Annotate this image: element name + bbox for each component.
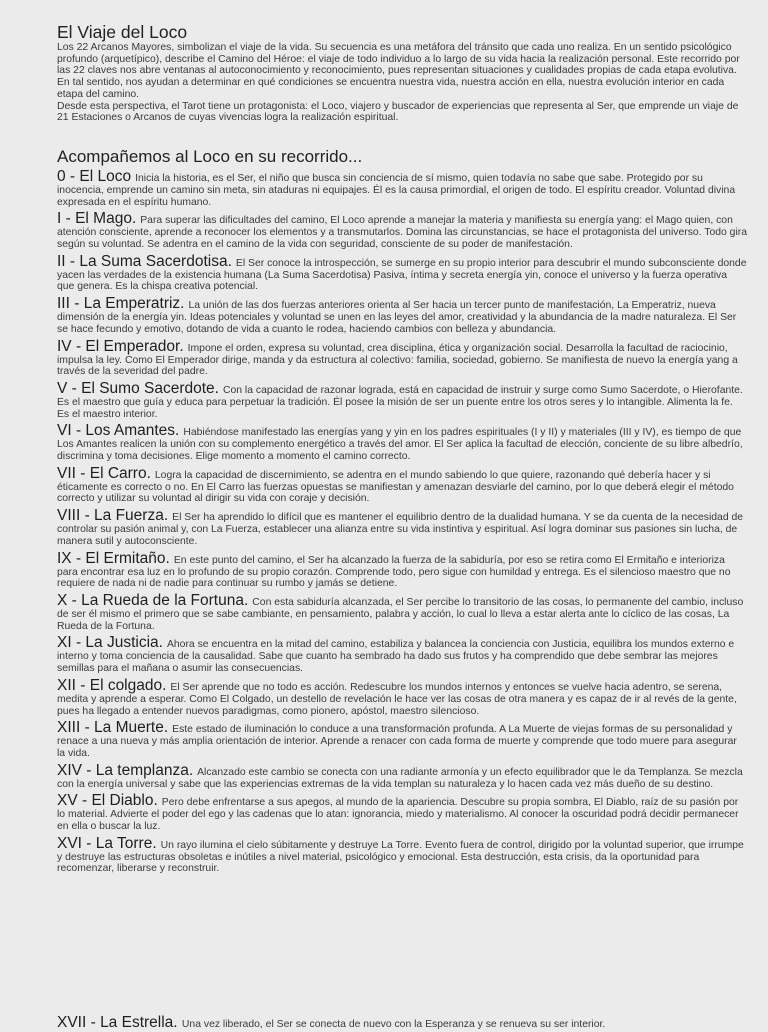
arcana-description: Impone el orden, expresa su voluntad, crea disciplina, ética y organización social. Desarrolla la facultad de raciocinio, impulsa la ley. Como El Emperador dirige, manda y da estructura al colectivo: familia, sociedad, gobierno. Se manifiesta de nuevo la energía yang a través de la severidad del padre. <box>57 342 738 378</box>
arcana-name: XII - El colgado. <box>57 676 167 694</box>
arcana-description: Inicia la historia, es el Ser, el niño que busca sin conciencia de sí mismo, quien todavía no sabe que sabe. Protegido por su inocencia, emprende un camino sin meta, sin ataduras ni equipajes. Él es la causa primordial, el origen de todo. El espíritu creador. Voluntad divina expresada en el espíritu humano. <box>57 172 736 208</box>
arcana-name: I - El Mago. <box>57 210 137 228</box>
arcana-name: XV - El Diablo. <box>57 792 158 810</box>
arcana-entry <box>57 296 747 335</box>
arcana-description: Alcanzado este cambio se conecta con una radiante armonía y un efecto equilibrador que le da Templanza. Se mezcla con la energía universal y sabe que las experiencias extremas de la vida templan su naturaleza y lo hacen cada vez más dueño de su destino. <box>57 766 743 790</box>
arcana-name: VII - El Carro. <box>57 464 151 482</box>
arcana-entry <box>57 254 747 293</box>
intro-paragraph-2: Desde esta perspectiva, el Tarot tiene un protagonista: el Loco, viajero y buscador de experiencias que representa al Ser, que emprende un viaje de 21 Estaciones o Arcanos de cuyas vivencias logra la realización espiritual. <box>57 100 739 124</box>
document-page <box>57 22 747 878</box>
arcana-name: 0 - El Loco <box>57 167 132 185</box>
arcana-name: II - La Suma Sacerdotisa. <box>57 252 232 270</box>
arcana-name: IV - El Emperador. <box>57 337 184 355</box>
arcana-entry <box>57 593 747 632</box>
arcana-description: La unión de las dos fuerzas anteriores orienta al Ser hacia un tercer punto de manifestación, La Emperatriz, nueva dimensión de la energía yin. Ideas potenciales y voluntad se unen en las leyes del amor, creatividad y la abundancia de la madre naturaleza. El Ser se hace fecundo y emotivo, dotando de vida a cuanto le rodea, haciendo cambios con belleza y abundancia. <box>57 300 737 335</box>
arcana-name: XVII - La Estrella. <box>57 1014 178 1031</box>
arcana-name: XVI - La Torre. <box>57 834 157 852</box>
arcana-description: En este punto del camino, el Ser ha alcanzado la fuerza de la sabiduría, por eso se retira como El Ermitaño e interioriza para encontrar esa luz en lo profundo de su propio corazón. Comprende todo, pero sigue con humildad y entrega. Es el silencioso maestro que no requiere de nada ni de nadie para continuar su rumbo y jamás se detiene. <box>57 554 731 590</box>
arcana-entry <box>57 551 747 590</box>
arcana-name: IX - El Ermitaño. <box>57 549 170 567</box>
arcana-entry <box>57 508 747 547</box>
arcana-description: Logra la capacidad de discernimiento, se adentra en el mundo sabiendo lo que quiere, razonando qué debería hacer y si éticamente es correcto o no. En El Carro las fuerzas opuestas se manifiestan y amenazan desviarle del camino, por lo que deberá elegir el método correcto y utilizar su voluntad al dirigir su vida con coraje y decisión. <box>57 469 734 505</box>
section-subtitle: Acompañemos al Loco en su recorrido... <box>57 146 363 166</box>
arcana-name: XIV - La templanza. <box>57 761 194 779</box>
arcana-description: Con esta sabiduría alcanzada, el Ser percibe lo transitorio de las cosas, lo permanente del cambio, incluso de ser él mismo el primero que se sabe cambiante, en pensamiento, palabra y acción, lo cual lo lleva a estar alerta ante lo cíclico de las cosas, La Rueda de la Fortuna. <box>57 596 744 632</box>
arcana-entry <box>57 466 747 505</box>
arcana-entry <box>57 381 747 420</box>
arcana-list <box>57 169 747 875</box>
arcana-name: VIII - La Fuerza. <box>57 507 169 525</box>
arcana-entry <box>57 793 747 832</box>
arcana-name: XI - La Justicia. <box>57 634 163 652</box>
arcana-description: Habiéndose manifestado las energías yang y yin en los padres espirituales (I y II) y materiales (III y IV), es tiempo de que Los Amantes realicen la unión con su complemento energético a través del amor. El Ser aplica la facultad de elección, conciente de su libre albedrío, discrimina y toma decisiones. Elige momento a momento el camino correcto. <box>57 427 743 463</box>
arcana-description: Para superar las dificultades del camino, El Loco aprende a manejar la materia y manifiesta su energía yang: el Mago quien, con atención consciente, aprende a reconocer los elementos y a transmutarlos. Domina las circunstancias, se hace el protagonista del universo. Todo gira según su voluntad. Se adentra en el camino de la vida con seguridad, consciente de su poder de manifestación. <box>57 215 748 251</box>
arcana-description: Este estado de iluminación lo conduce a una transformación profunda. A La Muerte de viejas formas de su personalidad y renace a una nueva y más amplia orientación de interior. Aprende a renacer con cada forma de muerte y comprende que todo muere para asegurar la vida. <box>57 724 737 759</box>
arcana-description: Un rayo ilumina el cielo súbitamente y destruye La Torre. Evento fuera de control, dirigido por la voluntad superior, que irrumpe y destruye las estructuras obsoletas e inútiles a nivel material, psicológico y emocional. Esta destrucción, esta crisis, da la oportunidad para recomenzar, liberarse y reconstruir. <box>57 839 744 875</box>
arcana-description: Ahora se encuentra en la mitad del camino, estabiliza y balancea la conciencia con Justicia, equilibra los mundos externo e interno y toma conciencia de la causalidad. Sabe que cuanto ha sembrado ha dado sus frutos y ha comprendido que debe sembrar las mejores semillas para el mañana o asumir las consecuencias. <box>57 639 735 675</box>
page-title: El Viaje del Loco <box>57 22 188 42</box>
arcana-name: X - La Rueda de la Fortuna. <box>57 591 249 609</box>
intro-paragraph-1: Los 22 Arcanos Mayores, simbolizan el viaje de la vida. Su secuencia es una metáfora del tránsito que cada uno realiza. En un sentido psicológico profundo (arquetípico), describe el Camino del Héroe: el viaje de todo individuo a lo largo de su vida hacia la realización personal. Este recorrido por las 22 claves nos abre ventanas al autoconocimiento y reconocimiento, pues representan situaciones y cualidades propias de cada etapa evolutiva. En tal sentido, nos ayudan a determinar en qué condiciones se encuentra nuestra vida, nuestra acción en ella, nuestra evolución interior en cada etapa del camino. <box>57 42 740 100</box>
arcana-description: Pero debe enfrentarse a sus apegos, al mundo de la apariencia. Descubre su propia sombra, El Diablo, raíz de su pasión por lo material. Advierte el poder del ego y las cadenas que lo atan: ignorancia, miedo y materialismo. Al conocer la oscuridad podrá decidir permanecer en ella o buscar la luz. <box>57 797 739 833</box>
arcana-name: XIII - La Muerte. <box>57 719 169 737</box>
arcana-entry <box>57 339 747 378</box>
arcana-description: El Ser aprende que no todo es acción. Redescubre los mundos internos y entonces se vuelve hacia adentro, se serena, medita y aprende a esperar. Como El Colgado, un destello de revelación le hace ver las cosas de otra manera y es capaz de ir al revés de la gente, pues ha llegado a entender nuevos paradigmas, como pionero, apóstol, maestro silencioso. <box>57 681 737 717</box>
arcana-description: El Ser ha aprendido lo difícil que es mantener el equilibrio dentro de la dualidad humana. Y se da cuenta de la necesidad de controlar su pasión animal y, con La Fuerza, establecer una alianza entre su vida instintiva y espiritual. Así logra dominar sus pasiones sin lucha, de manera sutil y autoconsciente. <box>57 512 744 547</box>
arcana-entry <box>57 720 747 759</box>
arcana-description: Con la capacidad de razonar lograda, está en capacidad de instruir y surge como Sumo Sacerdote, o Hierofante. Es el maestro que guía y educa para perpetuar la tradición. Él posee la misión de ser un puente entre los otros seres y lo intangible. Alimenta la fe. Es el maestro interior. <box>57 384 743 420</box>
arcana-entry-cut-off <box>57 1014 605 1032</box>
arcana-entry <box>57 763 747 791</box>
arcana-entry <box>57 169 747 208</box>
arcana-entry <box>57 423 747 462</box>
arcana-description: El Ser conoce la introspección, se sumerge en su propio interior para descubrir el mundo subconsciente donde yacen las verdades de la existencia humana (La Suma Sacerdotisa) Pasiva, íntima y secreta energía yin, conoce el universo y la fuerza operativa que genera. Es la chispa creativa potencial. <box>57 257 747 293</box>
arcana-entry <box>57 678 747 717</box>
arcana-entry <box>57 635 747 674</box>
arcana-entry <box>57 211 747 250</box>
arcana-name: VI - Los Amantes. <box>57 422 180 440</box>
arcana-entry <box>57 836 747 875</box>
arcana-name: III - La Emperatriz. <box>57 295 185 313</box>
arcana-name: V - El Sumo Sacerdote. <box>57 379 219 397</box>
arcana-description: Una vez liberado, el Ser se conecta de nuevo con la Esperanza y se renueva su ser interior. <box>181 1019 606 1030</box>
